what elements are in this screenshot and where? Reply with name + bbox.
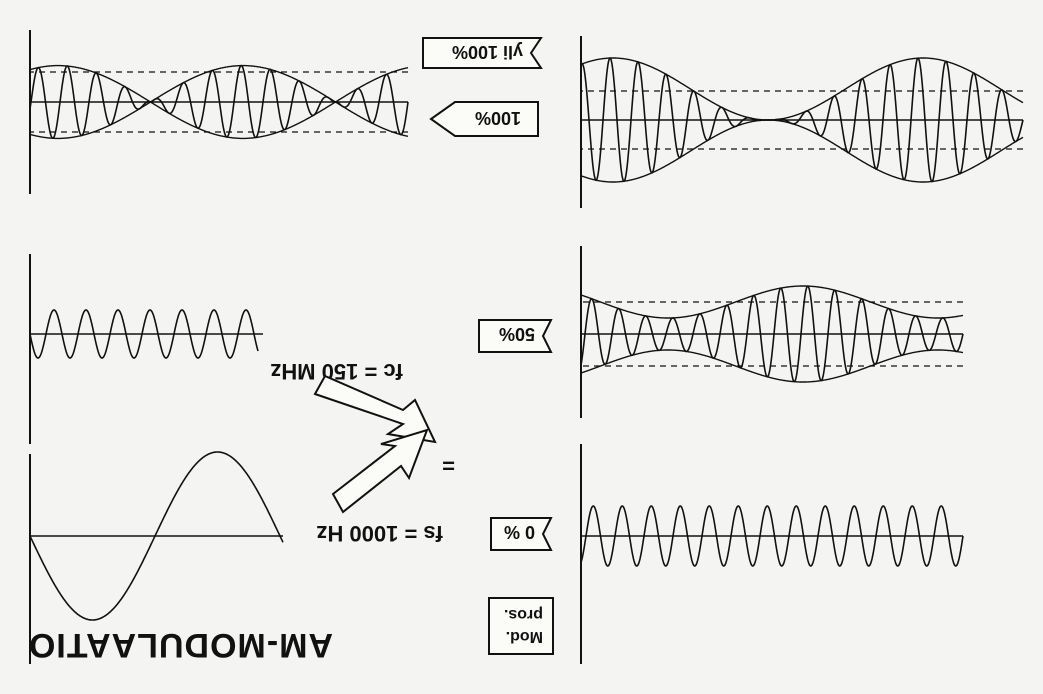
tag-over-100-percent-label: yli 100% — [451, 42, 523, 62]
signal-arrow-icon — [333, 430, 427, 512]
tag-100-percent-label: 100% — [474, 108, 521, 128]
diagram-title: AM-MODULAATIO — [27, 626, 333, 664]
output-100-envelope-bottom — [581, 58, 1023, 120]
mod-label-line1: Mod. — [505, 628, 543, 645]
signal-frequency-label: fs = 1000 Hz — [316, 521, 443, 546]
carrier-frequency-label: fc = 150 MHz — [270, 359, 403, 384]
mod-label-line2: pros. — [503, 606, 543, 623]
tag-0-percent-label: 0 % — [503, 522, 535, 542]
tag-50-percent-label: 50% — [498, 324, 535, 344]
rotated-group — [28, 30, 1023, 664]
equals-sign: = — [442, 453, 455, 478]
